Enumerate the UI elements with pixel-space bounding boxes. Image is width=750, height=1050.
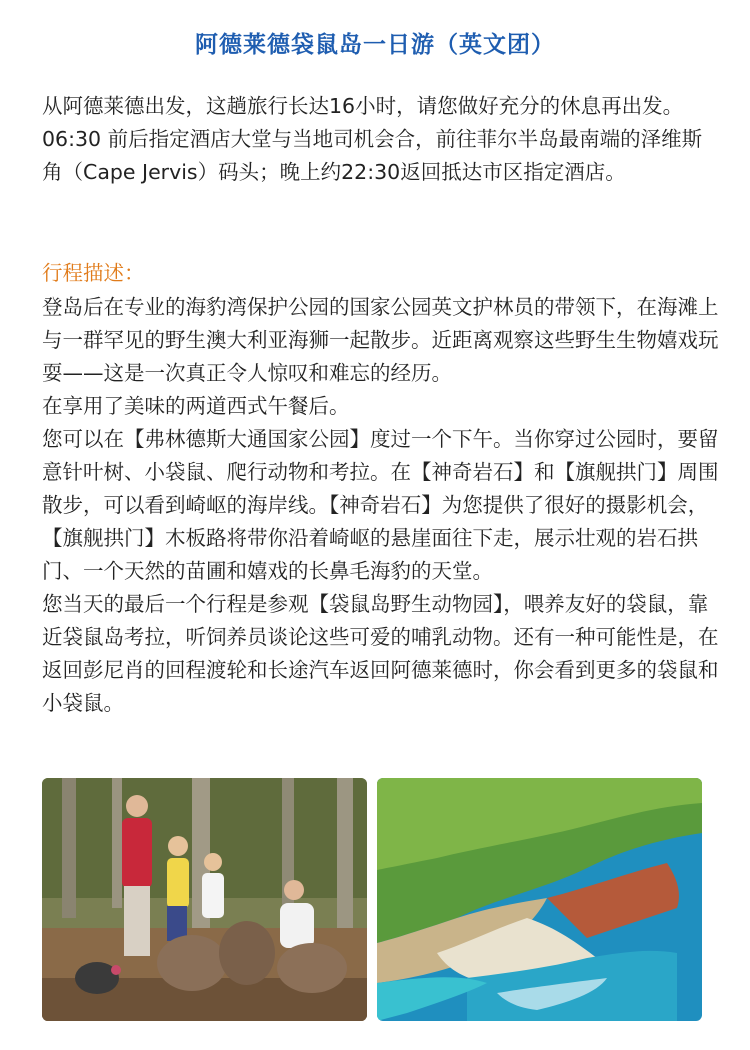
- itinerary-paragraph: 您可以在【弗林德斯大通国家公园】度过一个下午。当你穿过公园时，要留意针叶树、小袋鼠、爬行动物和考拉。在【神奇岩石】和【旗舰拱门】周围散步，可以看到崎岖的海岸线。【神奇岩石】为您提供了很好的摄影机会，【旗舰拱门】木板路将带你沿着崎岖的悬崖面往下走，展示壮观的岩石拱门、一个天然的苗圃和嬉戏的长鼻毛海豹的天堂。: [42, 427, 719, 583]
- itinerary-paragraph: 登岛后在专业的海豹湾保护公园的国家公园英文护林员的带领下，在海滩上与一群罕见的野生澳大利亚海狮一起散步。近距离观察这些野生生物嬉戏玩耍——这是一次真正令人惊叹和难忘的经历。: [42, 295, 719, 385]
- itinerary-description: [42, 291, 722, 720]
- intro-block: [42, 90, 722, 189]
- itinerary-paragraph: 在享用了美味的两道西式午餐后。: [42, 394, 350, 418]
- page-title: 阿德莱德袋鼠岛一日游（英文团）: [195, 32, 555, 58]
- itinerary-paragraph: 您当天的最后一个行程是参观【袋鼠岛野生动物园】，喂养友好的袋鼠，靠近袋鼠岛考拉，听饲养员谈论这些可爱的哺乳动物。还有一种可能性是，在返回彭尼肖的回程渡轮和长途汽车返回阿德莱德时，你会看到更多的袋鼠和小袋鼠。: [42, 592, 719, 715]
- family-with-kangaroos-photo: [42, 778, 367, 1021]
- intro-paragraph: 06:30 前后指定酒店大堂与当地司机会合，前往菲尔半岛最南端的泽维斯角（Cape Jervis）码头；晚上约22:30返回抵达市区指定酒店。: [42, 127, 703, 184]
- itinerary-heading: 行程描述：: [42, 261, 145, 285]
- coastline-aerial-photo: [377, 778, 702, 1021]
- intro-paragraph: 从阿德莱德出发，这趟旅行长达16小时，请您做好充分的休息再出发。: [42, 94, 684, 118]
